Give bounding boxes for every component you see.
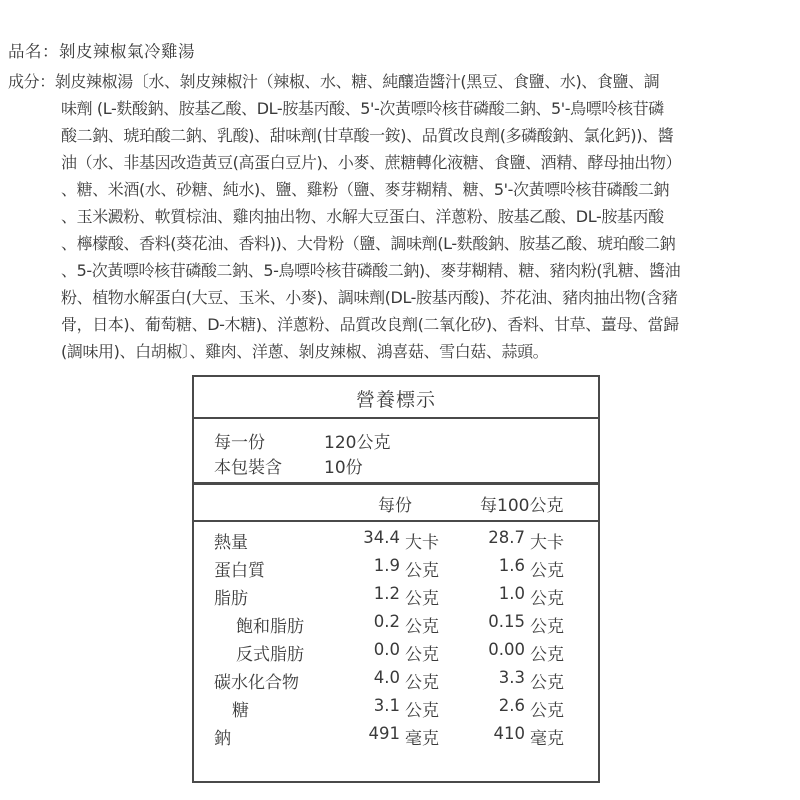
nutrient-row — [194, 612, 598, 640]
per-100g-value: 1.6 — [498, 556, 525, 575]
nutrition-title: 營養標示 — [355, 389, 436, 411]
divider — [194, 520, 598, 522]
servings-per-package-label: 本包裝含 — [214, 458, 282, 478]
per-serving-unit: 公克 — [405, 561, 439, 581]
nutrient-row — [194, 556, 598, 584]
nutrient-row — [194, 584, 598, 612]
column-header-per-serving: 每份 — [378, 496, 412, 516]
per-serving-value: 34.4 — [363, 528, 400, 547]
per-serving-unit: 公克 — [405, 673, 439, 693]
per-serving-value: 1.2 — [373, 584, 400, 603]
per-serving-unit: 公克 — [405, 589, 439, 609]
divider — [194, 482, 598, 485]
product-name: 剝皮辣椒氣冷雞湯 — [59, 42, 195, 61]
nutrient-row — [194, 668, 598, 696]
per-serving-value: 491 — [368, 724, 400, 743]
per-100g-unit: 毫克 — [530, 729, 564, 749]
nutrient-name: 飽和脂肪 — [236, 617, 304, 637]
ingredients-line: 、玉米澱粉、軟質棕油、雞肉抽出物、水解大豆蛋白、洋蔥粉、胺基乙酸、DL-胺基丙酸 — [61, 207, 664, 226]
column-header-per-100g: 每100公克 — [480, 496, 564, 516]
per-serving-value: 3.1 — [373, 696, 400, 715]
ingredients-label: 成分： — [8, 72, 55, 91]
ingredients-line: 骨，日本)、葡萄糖、D-木糖)、洋蔥粉、品質改良劑(二氧化矽)、香料、甘草、薑母、當歸 — [61, 315, 679, 334]
ingredients-line: 粉、植物水解蛋白(大豆、玉米、小麥)、調味劑(DL-胺基丙酸)、芥花油、豬肉抽出物(含豬 — [61, 288, 678, 307]
per-100g-value: 0.00 — [488, 640, 525, 659]
per-100g-value: 410 — [493, 724, 525, 743]
ingredients-line: 味劑 (L-麩酸鈉、胺基乙酸、DL-胺基丙酸、5'-次黃嘌呤核苷磷酸二鈉、5'-鳥嘌呤核苷磷 — [61, 99, 664, 118]
per-100g-unit: 大卡 — [530, 533, 564, 553]
nutrient-row — [194, 640, 598, 668]
nutrient-row — [194, 696, 598, 724]
ingredients-line: 、糖、米酒(水、砂糖、純水)、鹽、雞粉（鹽、麥芽糊精、糖、5'-次黃嘌呤核苷磷酸二鈉 — [61, 180, 670, 199]
serving-size-label: 每一份 — [214, 433, 265, 453]
ingredients-line: 油（水、非基因改造黃豆(高蛋白豆片)、小麥、蔗糖轉化液糖、食鹽、酒精、酵母抽出物） — [61, 153, 682, 172]
nutrient-row — [194, 724, 598, 752]
per-serving-unit: 公克 — [405, 645, 439, 665]
nutrition-facts-table — [192, 375, 600, 783]
per-100g-unit: 公克 — [530, 561, 564, 581]
product-name-label: 品名： — [8, 42, 59, 61]
per-100g-value: 2.6 — [498, 696, 525, 715]
ingredients-line: (調味用)、白胡椒〕、雞肉、洋蔥、剝皮辣椒、鴻喜菇、雪白菇、蒜頭。 — [61, 342, 549, 361]
ingredients-line: 、檸檬酸、香料(葵花油、香料))、大骨粉（鹽、調味劑(L-麩酸鈉、胺基乙酸、琥珀酸二鈉 — [61, 234, 676, 253]
per-serving-unit: 大卡 — [405, 533, 439, 553]
nutrient-name: 熱量 — [214, 533, 248, 553]
per-100g-unit: 公克 — [530, 645, 564, 665]
per-serving-unit: 公克 — [405, 701, 439, 721]
nutrient-name: 蛋白質 — [214, 561, 265, 581]
per-serving-unit: 公克 — [405, 617, 439, 637]
product-name-line — [8, 38, 195, 62]
per-serving-unit: 毫克 — [405, 729, 439, 749]
per-100g-unit: 公克 — [530, 701, 564, 721]
per-100g-value: 1.0 — [498, 584, 525, 603]
per-100g-unit: 公克 — [530, 589, 564, 609]
nutrient-name: 鈉 — [214, 729, 231, 749]
nutrient-name: 反式脂肪 — [236, 645, 304, 665]
serving-size-value: 120公克 — [324, 433, 391, 453]
ingredients-block — [8, 68, 798, 365]
ingredients-line: 成分：剝皮辣椒湯〔水、剝皮辣椒汁（辣椒、水、糖、純釀造醬汁(黑豆、食鹽、水)、食鹽、調 — [8, 72, 660, 91]
per-serving-value: 1.9 — [373, 556, 400, 575]
nutrient-name: 脂肪 — [214, 589, 248, 609]
nutrient-name: 碳水化合物 — [214, 673, 299, 693]
per-100g-unit: 公克 — [530, 673, 564, 693]
divider — [194, 417, 598, 419]
servings-per-package-value: 10份 — [324, 458, 363, 478]
per-100g-value: 0.15 — [488, 612, 525, 631]
nutrient-row — [194, 528, 598, 556]
per-serving-value: 0.2 — [373, 612, 400, 631]
ingredients-line: 、5-次黃嘌呤核苷磷酸二鈉、5-鳥嘌呤核苷磷酸二鈉)、麥芽糊精、糖、豬肉粉(乳糖、醬油 — [61, 261, 681, 280]
nutrient-name: 糖 — [232, 701, 249, 721]
per-serving-value: 0.0 — [373, 640, 400, 659]
per-100g-value: 28.7 — [488, 528, 525, 547]
per-100g-value: 3.3 — [498, 668, 525, 687]
per-serving-value: 4.0 — [373, 668, 400, 687]
per-100g-unit: 公克 — [530, 617, 564, 637]
ingredients-line: 酸二鈉、琥珀酸二鈉、乳酸)、甜味劑(甘草酸一銨)、品質改良劑(多磷酸鈉、氯化鈣))、醬 — [61, 126, 674, 145]
